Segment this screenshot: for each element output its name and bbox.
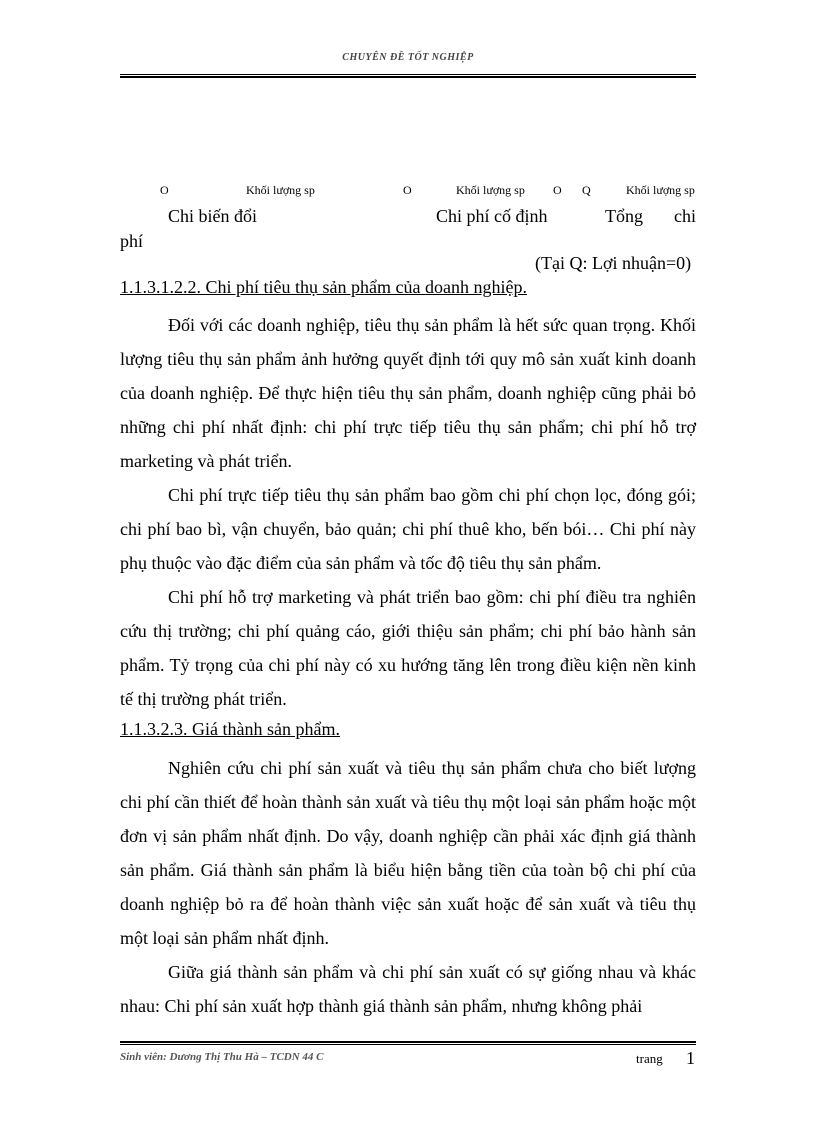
- graph3-axis-label: Khối lượng sp: [626, 183, 695, 197]
- section-heading-1: 1.1.3.1.2.2. Chi phí tiêu thụ sản phẩm của doanh nghiệp.: [120, 277, 527, 297]
- caption-fixed-cost: Chi phí cố định: [436, 206, 548, 226]
- header-rule-thick: [120, 76, 696, 78]
- paragraph-3: Chi phí hỗ trợ marketing và phát triển bao gồm: chi phí điều tra nghiên cứu thị trường; chi phí quảng cáo, giới thiệu sản phẩm; chi phí bảo hành sản phẩm. Tỷ trọng của chi phí này có xu hướng tăng lên trong điều kiện nền kinh tế thị trường phát triển.: [120, 587, 696, 709]
- footer-page-number: 1: [686, 1048, 695, 1068]
- graph3-q-mark: Q: [582, 183, 591, 197]
- graph1-axis-label: Khối lượng sp: [246, 183, 315, 197]
- paragraph-2: Chi phí trực tiếp tiêu thụ sản phẩm bao gồm chi phí chọn lọc, đóng gói; chi phí bao bì, vận chuyển, bảo quản; chi phí thuê kho, bến bói… Chi phí này phụ thuộc vào đặc điểm của sản phẩm và tốc độ tiêu thụ sản phẩm.: [120, 485, 696, 573]
- paragraph-4: Nghiên cứu chi phí sản xuất và tiêu thụ sản phẩm chưa cho biết lượng chi phí cần thiết để hoàn thành sản xuất và tiêu thụ một loại sản phẩm hoặc một đơn vị sản phẩm nhất định. Do vậy, doanh nghiệp cần phải xác định giá thành sản phẩm. Giá thành sản phẩm là biểu hiện bằng tiền của toàn bộ chi phí của doanh nghiệp bỏ ra để hoàn thành việc sản xuất hoặc để sản xuất và tiêu thụ một loại sản phẩm nhất định.: [120, 758, 696, 948]
- footer-rule-thin: [120, 1044, 696, 1045]
- paragraph-5: Giữa giá thành sản phẩm và chi phí sản xuất có sự giống nhau và khác nhau: Chi phí sản xuất hợp thành giá thành sản phẩm, nhưng không phải: [120, 962, 696, 1016]
- caption-variable-cost: Chi biến đổi: [168, 206, 257, 226]
- header-title: CHUYÊN ĐỀ TỐT NGHIỆP: [342, 52, 474, 63]
- caption-total-cost-2: chi: [674, 206, 696, 226]
- caption-total-cost-3: phí: [120, 231, 144, 251]
- caption-note: (Tại Q: Lợi nhuận=0): [535, 253, 692, 273]
- graph1-origin: O: [160, 183, 169, 197]
- section-heading-2: 1.1.3.2.3. Giá thành sản phẩm.: [120, 719, 340, 739]
- graph2-origin: O: [403, 183, 412, 197]
- header-rule-thin: [120, 74, 696, 75]
- graph3-origin: O: [553, 183, 562, 197]
- footer-author: Sinh viên: Dương Thị Thu Hà – TCDN 44 C: [120, 1051, 324, 1063]
- graph2-axis-label: Khối lượng sp: [456, 183, 525, 197]
- footer-page-label: trang: [636, 1051, 663, 1066]
- footer-rule-thick: [120, 1041, 696, 1043]
- paragraph-1: Đối với các doanh nghiệp, tiêu thụ sản phẩm là hết sức quan trọng. Khối lượng tiêu thụ sản phẩm ảnh hưởng quyết định tới quy mô sản xuất kinh doanh của doanh nghiệp. Để thực hiện tiêu thụ sản phẩm, doanh nghiệp cũng phải bỏ những chi phí nhất định: chi phí trực tiếp tiêu thụ sản phẩm; chi phí hỗ trợ marketing và phát triển.: [120, 315, 696, 471]
- caption-total-cost-1: Tổng: [605, 206, 643, 226]
